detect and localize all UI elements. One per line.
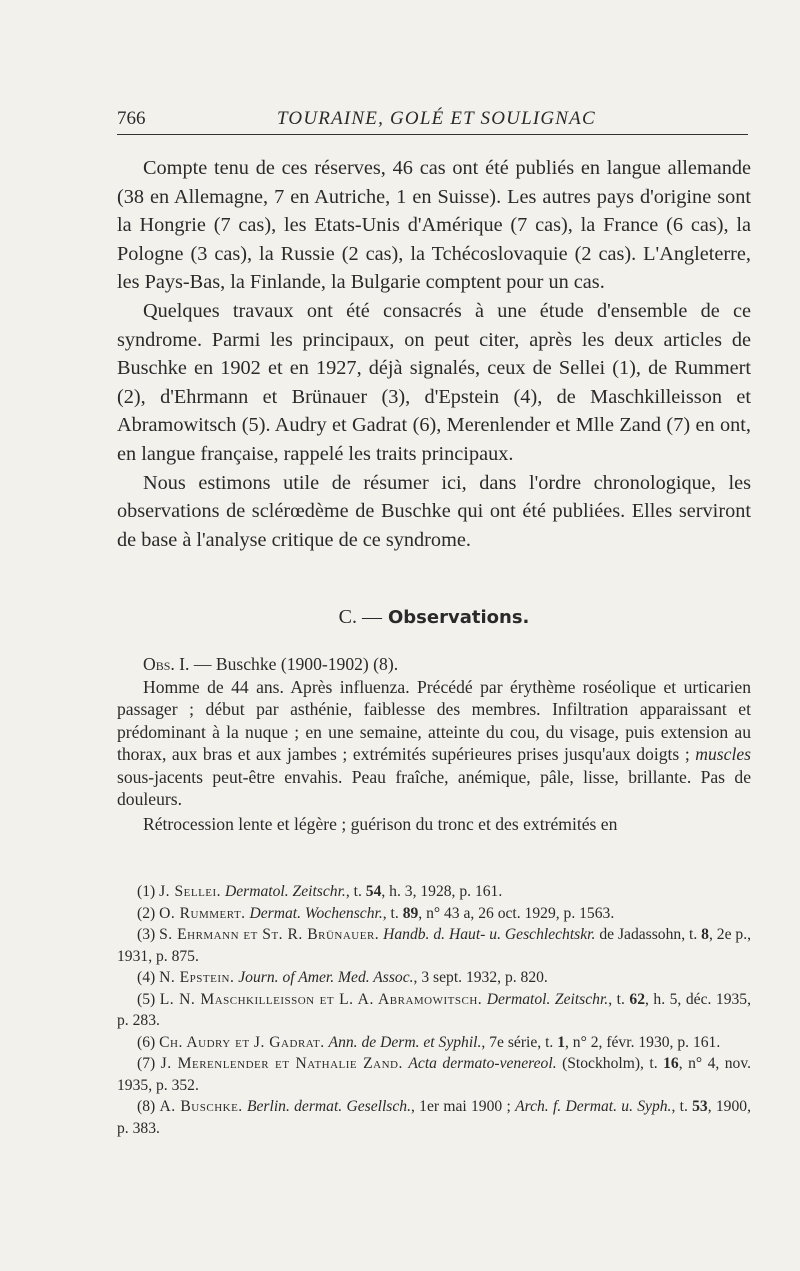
section-title: Observations. bbox=[388, 607, 530, 628]
page-number: 766 bbox=[117, 108, 146, 129]
footnotes bbox=[117, 881, 751, 1139]
paragraph: Quelques travaux ont été consacrés à une étude d'ensemble de ce syndrome. Parmi les principaux, on peut citer, après les deux articles de Buschke en 1902 et en 1927, déjà signalés, ceux de Sellei (1), de Rummert (2), d'Ehrmann et Brünauer (3), d'Epstein (4), de Maschkilleisson et Abramowitsch (5). Audry et Gadrat (6), Merenlender et Mlle Zand (7) en ont, en langue française, rappelé les traits principaux. bbox=[117, 299, 751, 465]
footnote: (1) J. Sellei. Dermatol. Zeitschr., t. 54, h. 3, 1928, p. 161. bbox=[137, 883, 503, 900]
footnote: (2) O. Rummert. Dermat. Wochenschr., t. 89, n° 43 a, 26 oct. 1929, p. 1563. bbox=[137, 904, 615, 922]
observation-title bbox=[117, 653, 751, 676]
footnote: (3) S. Ehrmann et St. R. Brünauer. Handb. d. Haut- u. Geschlechtskr. de Jadassohn, t. 8, 2e p., 1931, p. 875. bbox=[117, 926, 751, 965]
section-heading bbox=[117, 603, 751, 632]
paragraph: Compte tenu de ces réserves, 46 cas ont été publiés en langue allemande (38 en Allemagne, 7 en Autriche, 1 en Suisse). Les autres pays d'origine sont la Hongrie (7 cas), les Etats-Unis d'Amérique (7 cas), la France (6 cas), la Pologne (3 cas), la Russie (2 cas), la Tchécoslovaquie (2 cas). L'Angleterre, les Pays-Bas, la Finlande, la Bulgarie comptent pour un cas. bbox=[117, 157, 751, 294]
running-head bbox=[117, 104, 748, 135]
footnote: (5) L. N. Maschkilleisson et L. A. Abramowitsch. Dermatol. Zeitschr., t. 62, h. 5, déc. 1935, p. 283. bbox=[117, 990, 751, 1029]
body-text bbox=[117, 154, 751, 554]
footnote: (4) N. Epstein. Journ. of Amer. Med. Assoc., 3 sept. 1932, p. 820. bbox=[137, 969, 548, 986]
observation-paragraph: Homme de 44 ans. Après influenza. Précédé par érythème roséolique et urticarien passager ; début par asthénie, faiblesse des membres. Infiltration apparaissant et prédominant à la nuque ; en une semaine, atteinte du cou, du visage, puis extension au thorax, aux bras et aux jambes ; extrémités supérieures prises jusqu'aux doigts ; muscles sous-jacents peut-être envahis. Peau fraîche, anémique, pâle, lisse, brillante. Pas de douleurs. bbox=[117, 676, 751, 809]
italic-term: muscles bbox=[695, 744, 751, 764]
observation-label: Obs. I. bbox=[143, 654, 190, 674]
observation-title-rest: — Buschke (1900-1902) (8). bbox=[189, 654, 399, 674]
footnote: (8) A. Buschke. Berlin. dermat. Gesellsch., 1er mai 1900 ; Arch. f. Dermat. u. Syph., t. 53, 1900, p. 383. bbox=[117, 1098, 751, 1137]
section-letter: C. — bbox=[338, 606, 382, 628]
footnote: (6) Ch. Audry et J. Gadrat. Ann. de Derm. et Syphil., 7e série, t. 1, n° 2, févr. 1930, p. 161. bbox=[137, 1033, 721, 1051]
paragraph: Nous estimons utile de résumer ici, dans l'ordre chronologique, les observations de sclérœdème de Buschke qui ont été publiées. Elles serviront de base à l'analyse critique de ce syndrome. bbox=[117, 471, 751, 551]
observation-paragraph: Rétrocession lente et légère ; guérison du tronc et des extrémités en bbox=[143, 813, 618, 834]
footnote: (7) J. Merenlender et Nathalie Zand. Acta dermato-venereol. (Stockholm), t. 16, n° 4, nov. 1935, p. 352. bbox=[117, 1055, 752, 1094]
running-title: TOURAINE, GOLÉ ET SOULIGNAC bbox=[277, 108, 596, 129]
observation-block bbox=[117, 653, 751, 835]
